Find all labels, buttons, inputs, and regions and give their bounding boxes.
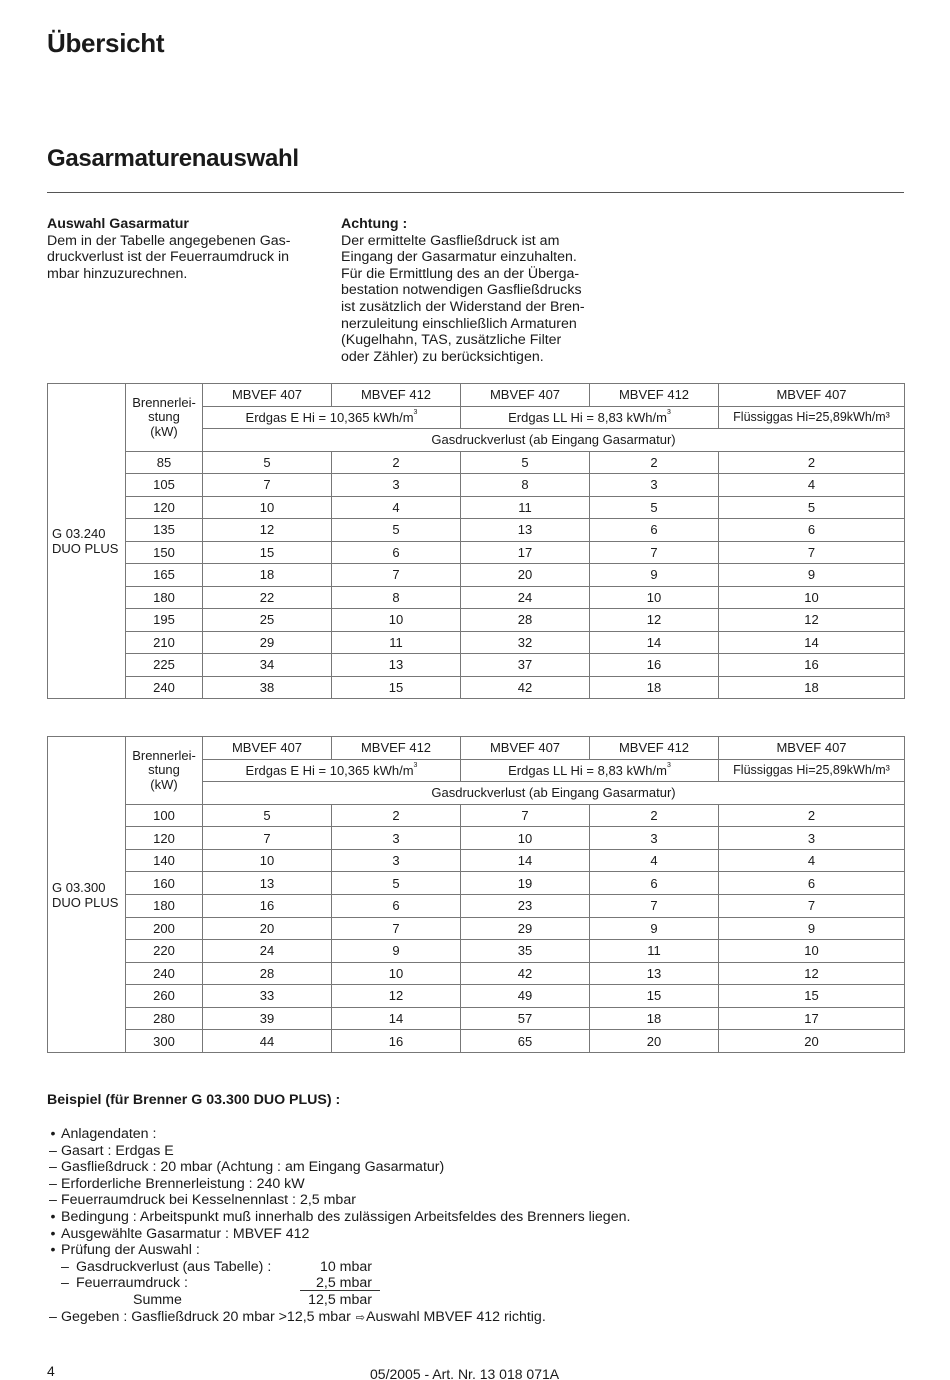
table-row	[48, 519, 905, 542]
burner-power-cell: 210	[126, 631, 203, 654]
caution-note-line: bestation notwendigen Gasfließdrucks	[341, 282, 582, 299]
burner-power-cell: 240	[126, 676, 203, 699]
burner-power-cell: 200	[126, 917, 203, 940]
pressure-loss-cell: 13	[203, 872, 332, 895]
pressure-loss-cell: 6	[590, 872, 719, 895]
example-item	[47, 1226, 907, 1243]
pressure-loss-cell: 11	[590, 940, 719, 963]
pressure-loss-cell: 20	[461, 564, 590, 587]
liquid-gas-header: Flüssiggas Hi=25,89kWh/m³	[719, 759, 905, 782]
burner-power-cell: 150	[126, 541, 203, 564]
unit-superscript: 3	[413, 761, 418, 769]
pressure-loss-cell: 3	[719, 827, 905, 850]
pressure-loss-cell: 3	[590, 474, 719, 497]
burner-power-cell: 260	[126, 985, 203, 1008]
example-item	[47, 1242, 907, 1259]
burner-model-line: DUO PLUS	[52, 541, 119, 556]
table-row	[48, 1007, 905, 1030]
burner-power-header-line: (kW)	[150, 776, 178, 792]
burner-power-header	[126, 737, 203, 805]
pressure-loss-cell: 16	[590, 654, 719, 677]
gas-valve-table-g03-240	[47, 383, 905, 699]
pressure-loss-cell: 18	[590, 1007, 719, 1030]
valve-header-row	[48, 737, 905, 760]
example-item	[47, 1209, 907, 1226]
pressure-loss-cell: 29	[203, 631, 332, 654]
dash-marker: –	[61, 1275, 69, 1292]
example-conclusion	[47, 1309, 907, 1326]
burner-power-cell: 180	[126, 894, 203, 917]
burner-model-cell	[48, 737, 126, 1053]
example-item	[47, 1192, 907, 1209]
document-reference: 05/2005 - Art. Nr. 13 018 071A	[370, 1366, 560, 1380]
pressure-loss-cell: 13	[590, 962, 719, 985]
pressure-loss-cell: 3	[332, 849, 461, 872]
gas-type-e-header	[203, 406, 461, 429]
pressure-loss-cell: 10	[461, 827, 590, 850]
burner-power-cell: 105	[126, 474, 203, 497]
pressure-loss-cell: 18	[203, 564, 332, 587]
pressure-loss-cell: 13	[332, 654, 461, 677]
valve-model-header: MBVEF 412	[590, 737, 719, 760]
burner-power-header-line: stung	[148, 409, 180, 424]
table-row	[48, 541, 905, 564]
bullet-marker: •	[50, 1208, 56, 1225]
arrow-right-outline-icon: ⇨	[355, 1311, 365, 1324]
caution-note-line: Der ermittelte Gasfließdruck ist am	[341, 232, 560, 249]
burner-power-cell: 225	[126, 654, 203, 677]
burner-power-cell: 195	[126, 609, 203, 632]
burner-power-cell: 120	[126, 496, 203, 519]
burner-power-cell: 160	[126, 872, 203, 895]
gas-type-ll-label: Erdgas LL Hi = 8,83 kWh/m	[508, 409, 667, 425]
pressure-loss-cell: 10	[590, 586, 719, 609]
example-item-text: Prüfung der Auswahl :	[61, 1242, 200, 1259]
pressure-loss-cell: 10	[203, 849, 332, 872]
pressure-loss-cell: 4	[719, 849, 905, 872]
table-row	[48, 631, 905, 654]
valve-model-header: MBVEF 407	[203, 737, 332, 760]
conclusion-result: Auswahl MBVEF 412 richtig.	[365, 1308, 546, 1325]
caution-note-line: oder Zähler) zu berücksichtigen.	[341, 348, 544, 365]
pressure-loss-cell: 9	[590, 564, 719, 587]
pressure-loss-cell: 7	[719, 541, 905, 564]
valve-model-header: MBVEF 407	[203, 384, 332, 407]
burner-power-cell: 280	[126, 1007, 203, 1030]
table-row	[48, 1030, 905, 1053]
pressure-loss-cell: 15	[590, 985, 719, 1008]
example-item	[47, 1143, 907, 1160]
calc-row-furnace	[47, 1275, 907, 1292]
page-title: Übersicht	[47, 28, 165, 58]
calc-loss-value: 10 mbar	[319, 1258, 372, 1275]
pressure-loss-cell: 14	[590, 631, 719, 654]
calc-loss-label: Gasdruckverlust (aus Tabelle) :	[76, 1258, 272, 1275]
calc-row-sum	[47, 1292, 907, 1309]
example-item	[47, 1159, 907, 1176]
conclusion-text: Gegeben : Gasfließdruck 20 mbar >12,5 mbar	[61, 1308, 351, 1325]
unit-superscript: 3	[413, 408, 418, 416]
table-row	[48, 804, 905, 827]
pressure-loss-cell: 14	[461, 849, 590, 872]
pressure-loss-cell: 9	[590, 917, 719, 940]
burner-power-header-line: Brennerlei-	[132, 747, 196, 763]
gas-type-ll-header	[461, 406, 719, 429]
pressure-loss-cell: 12	[719, 609, 905, 632]
calc-sum-value: 12,5 mbar	[308, 1291, 372, 1308]
burner-power-cell: 120	[126, 827, 203, 850]
pressure-loss-cell: 6	[590, 519, 719, 542]
pressure-loss-cell: 2	[719, 804, 905, 827]
pressure-loss-cell: 2	[332, 451, 461, 474]
pressure-loss-cell: 16	[332, 1030, 461, 1053]
pressure-loss-cell: 11	[461, 496, 590, 519]
dash-marker: –	[49, 1142, 57, 1159]
pressure-loss-cell: 5	[203, 804, 332, 827]
pressure-loss-cell: 6	[719, 872, 905, 895]
pressure-loss-cell: 5	[332, 519, 461, 542]
pressure-loss-cell: 5	[590, 496, 719, 519]
pressure-loss-cell: 24	[203, 940, 332, 963]
table-row	[48, 849, 905, 872]
table-row	[48, 451, 905, 474]
table-row	[48, 586, 905, 609]
calc-furnace-label: Feuerraumdruck :	[76, 1275, 188, 1292]
pressure-loss-cell: 28	[203, 962, 332, 985]
burner-model-line: G 03.240	[52, 526, 106, 541]
table-row	[48, 940, 905, 963]
example-item	[47, 1126, 907, 1143]
burner-power-cell: 240	[126, 962, 203, 985]
pressure-loss-cell: 15	[203, 541, 332, 564]
unit-superscript: 3	[666, 761, 671, 769]
table-row	[48, 676, 905, 699]
gas-valve-table-g03-300	[47, 736, 905, 1053]
pressure-loss-header: Gasdruckverlust (ab Eingang Gasarmatur)	[203, 782, 905, 805]
pressure-loss-cell: 10	[719, 940, 905, 963]
pressure-loss-cell: 9	[332, 940, 461, 963]
pressure-loss-cell: 17	[719, 1007, 905, 1030]
dash-marker: –	[49, 1159, 57, 1176]
pressure-loss-cell: 22	[203, 586, 332, 609]
pressure-loss-cell: 15	[719, 985, 905, 1008]
pressure-loss-cell: 49	[461, 985, 590, 1008]
example-item-text: Gasfließdruck : 20 mbar (Achtung : am Eingang Gasarmatur)	[61, 1159, 445, 1176]
pressure-loss-cell: 5	[332, 872, 461, 895]
table-row	[48, 609, 905, 632]
gas-type-e-header	[203, 759, 461, 782]
table-row	[48, 894, 905, 917]
valve-model-header: MBVEF 407	[719, 737, 905, 760]
pressure-loss-cell: 8	[332, 586, 461, 609]
pressure-loss-cell: 14	[332, 1007, 461, 1030]
burner-power-cell: 165	[126, 564, 203, 587]
example-title: Beispiel (für Brenner G 03.300 DUO PLUS) :	[47, 1092, 341, 1108]
pressure-loss-cell: 9	[719, 564, 905, 587]
pressure-loss-cell: 8	[461, 474, 590, 497]
table-row	[48, 564, 905, 587]
pressure-loss-cell: 3	[590, 827, 719, 850]
pressure-loss-cell: 4	[719, 474, 905, 497]
burner-power-cell: 300	[126, 1030, 203, 1053]
pressure-loss-cell: 34	[203, 654, 332, 677]
valve-model-header: MBVEF 412	[332, 737, 461, 760]
pressure-loss-cell: 2	[719, 451, 905, 474]
valve-model-header: MBVEF 412	[332, 384, 461, 407]
example-item-text: Anlagendaten :	[61, 1126, 157, 1142]
pressure-loss-cell: 10	[332, 609, 461, 632]
pressure-loss-cell: 7	[332, 917, 461, 940]
example-section	[47, 1092, 907, 1325]
pressure-loss-cell: 5	[461, 451, 590, 474]
bullet-marker: •	[50, 1126, 56, 1142]
gas-type-ll-label: Erdgas LL Hi = 8,83 kWh/m	[508, 762, 667, 778]
burner-power-cell: 180	[126, 586, 203, 609]
pressure-loss-cell: 12	[719, 962, 905, 985]
pressure-loss-cell: 6	[332, 541, 461, 564]
table-row	[48, 474, 905, 497]
pressure-loss-cell: 2	[590, 451, 719, 474]
table-row	[48, 962, 905, 985]
selection-note-line: druckverlust ist der Feuerraumdruck in	[47, 249, 290, 266]
burner-power-cell: 100	[126, 804, 203, 827]
caution-note-line: ist zusätzlich der Widerstand der Bren-	[341, 298, 585, 315]
caution-note	[341, 216, 631, 365]
gas-type-e-label: Erdgas E Hi = 10,365 kWh/m	[245, 409, 414, 425]
pressure-loss-cell: 28	[461, 609, 590, 632]
pressure-loss-cell: 16	[719, 654, 905, 677]
valve-model-header: MBVEF 407	[719, 384, 905, 407]
pressure-loss-cell: 65	[461, 1030, 590, 1053]
pressure-loss-cell: 25	[203, 609, 332, 632]
section-divider	[47, 192, 904, 193]
example-item-text: Gasart : Erdgas E	[61, 1142, 174, 1159]
burner-power-cell: 85	[126, 451, 203, 474]
pressure-loss-cell: 15	[332, 676, 461, 699]
pressure-loss-cell: 42	[461, 962, 590, 985]
pressure-loss-cell: 24	[461, 586, 590, 609]
pressure-loss-header: Gasdruckverlust (ab Eingang Gasarmatur)	[203, 429, 905, 452]
pressure-loss-cell: 3	[332, 474, 461, 497]
dash-marker: –	[49, 1175, 57, 1192]
example-item	[47, 1176, 907, 1193]
dash-marker: –	[49, 1308, 57, 1325]
selection-note-heading: Auswahl Gasarmatur	[47, 216, 189, 232]
pressure-loss-cell: 33	[203, 985, 332, 1008]
dash-marker: –	[49, 1192, 57, 1209]
pressure-loss-cell: 29	[461, 917, 590, 940]
pressure-loss-cell: 11	[332, 631, 461, 654]
caution-note-line: (Kugelhahn, TAS, zusätzliche Filter	[341, 332, 562, 349]
burner-power-header-line: (kW)	[150, 423, 178, 439]
selection-note-line: Dem in der Tabelle angegebenen Gas-	[47, 232, 291, 249]
pressure-loss-cell: 10	[719, 586, 905, 609]
table-row	[48, 917, 905, 940]
pressure-loss-cell: 12	[590, 609, 719, 632]
liquid-gas-header: Flüssiggas Hi=25,89kWh/m³	[719, 406, 905, 429]
dash-marker: –	[61, 1258, 69, 1275]
calc-furnace-value: 2,5 mbar	[300, 1275, 380, 1291]
caution-note-heading: Achtung :	[341, 216, 408, 232]
page-number: 4	[47, 1363, 55, 1379]
pressure-loss-cell: 20	[203, 917, 332, 940]
pressure-loss-cell: 5	[203, 451, 332, 474]
burner-power-cell: 140	[126, 849, 203, 872]
pressure-loss-cell: 19	[461, 872, 590, 895]
pressure-loss-cell: 7	[332, 564, 461, 587]
pressure-loss-cell: 42	[461, 676, 590, 699]
selection-note	[47, 216, 322, 282]
burner-power-header-line: Brennerlei-	[132, 394, 196, 410]
pressure-loss-cell: 38	[203, 676, 332, 699]
section-title: Gasarmaturenauswahl	[47, 145, 299, 172]
pressure-loss-cell: 37	[461, 654, 590, 677]
pressure-loss-cell: 7	[203, 827, 332, 850]
valve-model-header: MBVEF 412	[590, 384, 719, 407]
caution-note-line: Eingang der Gasarmatur einzuhalten.	[341, 249, 577, 266]
pressure-loss-cell: 10	[332, 962, 461, 985]
pressure-loss-cell: 7	[590, 541, 719, 564]
pressure-loss-cell: 23	[461, 894, 590, 917]
table-row	[48, 872, 905, 895]
caution-note-line: nerzuleitung einschließlich Armaturen	[341, 315, 577, 332]
caution-note-line: Für die Ermittlung des an der Überga-	[341, 265, 580, 282]
pressure-loss-cell: 2	[590, 804, 719, 827]
table-row	[48, 496, 905, 519]
burner-power-header-line: stung	[148, 762, 180, 778]
pressure-loss-cell: 14	[719, 631, 905, 654]
valve-model-header: MBVEF 407	[461, 384, 590, 407]
pressure-loss-cell: 57	[461, 1007, 590, 1030]
burner-power-cell: 220	[126, 940, 203, 963]
pressure-loss-cell: 18	[719, 676, 905, 699]
pressure-loss-cell: 20	[590, 1030, 719, 1053]
table-row	[48, 654, 905, 677]
pressure-loss-cell: 4	[590, 849, 719, 872]
pressure-loss-cell: 18	[590, 676, 719, 699]
gas-type-e-label: Erdgas E Hi = 10,365 kWh/m	[245, 762, 414, 778]
valve-model-header: MBVEF 407	[461, 737, 590, 760]
pressure-loss-cell: 44	[203, 1030, 332, 1053]
pressure-loss-cell: 12	[203, 519, 332, 542]
pressure-loss-cell: 4	[332, 496, 461, 519]
pressure-loss-cell: 10	[203, 496, 332, 519]
burner-model-cell	[48, 384, 126, 699]
gas-type-ll-header	[461, 759, 719, 782]
pressure-loss-cell: 6	[332, 894, 461, 917]
pressure-loss-cell: 12	[332, 985, 461, 1008]
burner-model-line: G 03.300	[52, 879, 106, 895]
burner-model-line: DUO PLUS	[52, 894, 119, 910]
pressure-loss-cell: 20	[719, 1030, 905, 1053]
pressure-loss-cell: 32	[461, 631, 590, 654]
calc-sum-label: Summe	[133, 1291, 182, 1308]
pressure-loss-cell: 7	[461, 804, 590, 827]
burner-power-cell: 135	[126, 519, 203, 542]
pressure-loss-cell: 6	[719, 519, 905, 542]
pressure-loss-cell: 16	[203, 894, 332, 917]
unit-superscript: 3	[666, 408, 671, 416]
table-row	[48, 827, 905, 850]
pressure-loss-cell: 2	[332, 804, 461, 827]
pressure-loss-cell: 3	[332, 827, 461, 850]
example-item-text: Bedingung : Arbeitspunkt muß innerhalb des zulässigen Arbeitsfeldes des Brenners liegen.	[61, 1208, 631, 1225]
bullet-marker: •	[50, 1242, 56, 1259]
table-row	[48, 985, 905, 1008]
example-item-text: Feuerraumdruck bei Kesselnennlast : 2,5 mbar	[61, 1192, 356, 1209]
selection-note-line: mbar hinzuzurechnen.	[47, 265, 188, 282]
bullet-marker: •	[50, 1225, 56, 1242]
pressure-loss-cell: 7	[590, 894, 719, 917]
burner-power-header	[126, 384, 203, 452]
pressure-loss-cell: 7	[719, 894, 905, 917]
pressure-loss-cell: 17	[461, 541, 590, 564]
pressure-loss-cell: 35	[461, 940, 590, 963]
example-item-text: Erforderliche Brennerleistung : 240 kW	[61, 1175, 305, 1192]
pressure-loss-cell: 7	[203, 474, 332, 497]
pressure-loss-cell: 13	[461, 519, 590, 542]
pressure-loss-cell: 5	[719, 496, 905, 519]
valve-header-row	[48, 384, 905, 407]
pressure-loss-cell: 9	[719, 917, 905, 940]
calc-row-loss	[47, 1259, 907, 1276]
example-item-text: Ausgewählte Gasarmatur : MBVEF 412	[61, 1225, 310, 1242]
pressure-loss-cell: 39	[203, 1007, 332, 1030]
